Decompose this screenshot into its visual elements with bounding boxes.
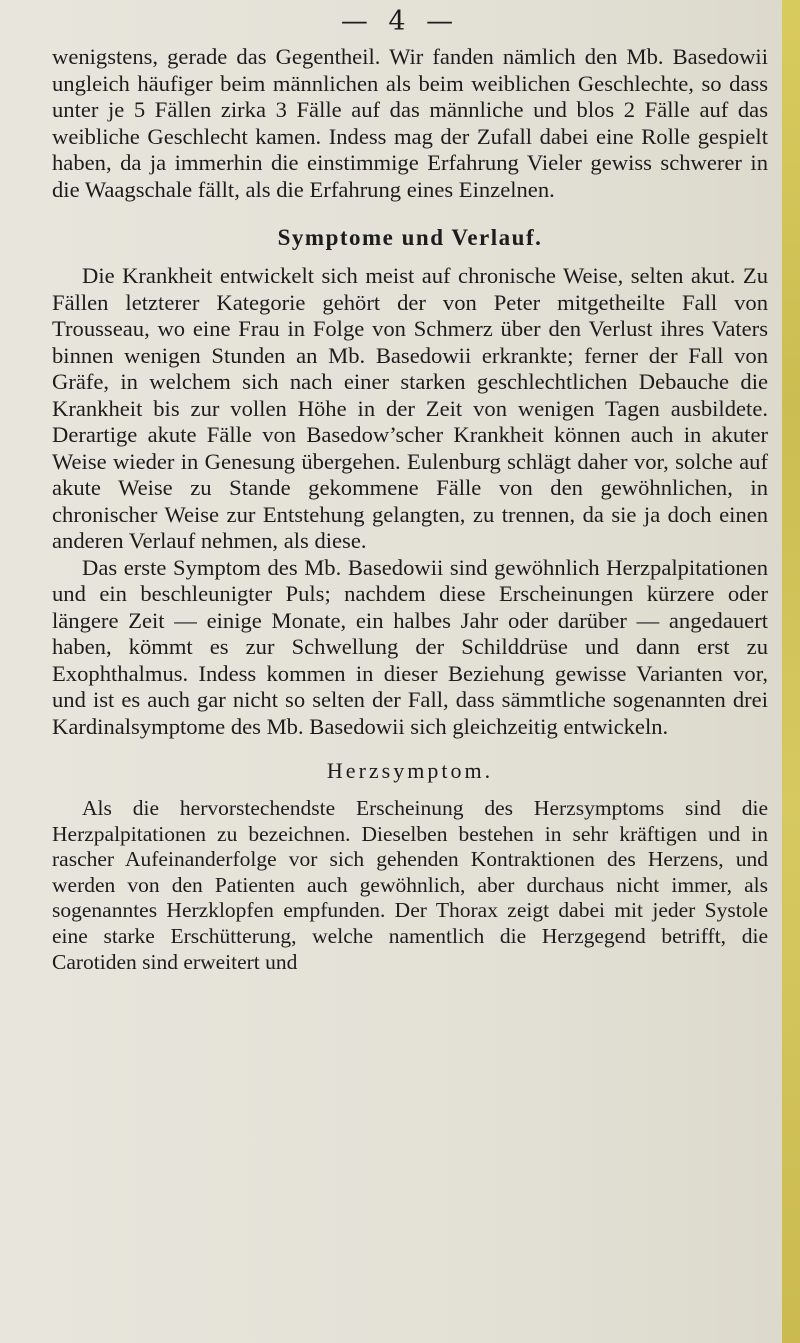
page-number: — 4 — bbox=[340, 6, 460, 37]
section-heading-symptoms: Symptome und Verlauf. bbox=[277, 225, 543, 250]
paragraph-incidence: wenigstens, gerade das Gegentheil. Wir fanden nämlich den Mb. Basedowii ungleich häufiger beim männlichen als beim weiblichen Geschlechte, so dass unter je 5 Fällen zirka 3 Fälle auf das männliche und blos 2 Fälle auf das weibliche Geschlecht kamen. Indess mag der Zufall dabei eine Rolle gespielt haben, da ja immerhin die einstimmige Erfahrung Vieler gewiss schwerer in die Waagschale fällt, als die Erfahrung eines Einzelnen. bbox=[52, 44, 768, 202]
paragraph-course: Die Krankheit entwickelt sich meist auf chronische Weise, selten akut. Zu Fällen letzterer Kategorie gehört der von Peter mitgetheilte Fall von Trousseau, wo eine Frau in Folge von Schmerz über den Verlust ihres Vaters binnen wenigen Stunden an Mb. Basedowii erkrankte; ferner der Fall von Gräfe, in welchem sich nach einer starken geschlechtlichen Debauche die Krankheit bis zur vollen Höhe in der Zeit von wenigen Tagen ausbildete. Derartige akute Fälle von Basedow’scher Krankheit können auch in akuter Weise wieder in Genesung übergehen. Eulenburg schlägt daher vor, solche auf akute Weise zu Stande gekommene Fälle von den gewöhnlichen, in chronischer Weise zur Entstehung gelangten, zu trennen, da sie ja doch einen anderen Verlauf nehmen, als diese. bbox=[52, 263, 768, 553]
paragraph-heart-symptom: Als die hervorstechendste Erscheinung des Herzsymptoms sind die Herzpalpitationen zu bezeichnen. Dieselben bestehen in sehr kräftigen und in rascher Aufeinanderfolge vor sich gehenden Kontraktionen des Herzens, und werden von den Patienten auch gewöhnlich, aber durchaus nicht immer, als sogenanntes Herzklopfen empfunden. Der Thorax zeigt dabei mit jeder Systole eine starke Erschütterung, welche namentlich die Herzgegend betrifft, die Carotiden sind erweitert und bbox=[52, 796, 768, 974]
paragraph-first-symptom: Das erste Symptom des Mb. Basedowii sind gewöhnlich Herzpalpitationen und ein beschleunigter Puls; nachdem diese Erscheinungen kürzere oder längere Zeit — einige Monate, ein halbes Jahr oder darüber — angedauert haben, kömmt es zur Schwellung der Schilddrüse und dann erst zu Exophthalmus. Indess kommen in dieser Beziehung gewisse Varianten vor, und ist es auch gar nicht so selten der Fall, dass sämmtliche sogenannten drei Kardinalsymptome des Mb. Basedowii sich gleichzeitig entwickeln. bbox=[52, 554, 768, 739]
section-heading-heart-symptom: Herzsymptom. bbox=[326, 758, 494, 783]
page-content bbox=[52, 44, 768, 975]
page-edge-strip bbox=[782, 0, 800, 1343]
